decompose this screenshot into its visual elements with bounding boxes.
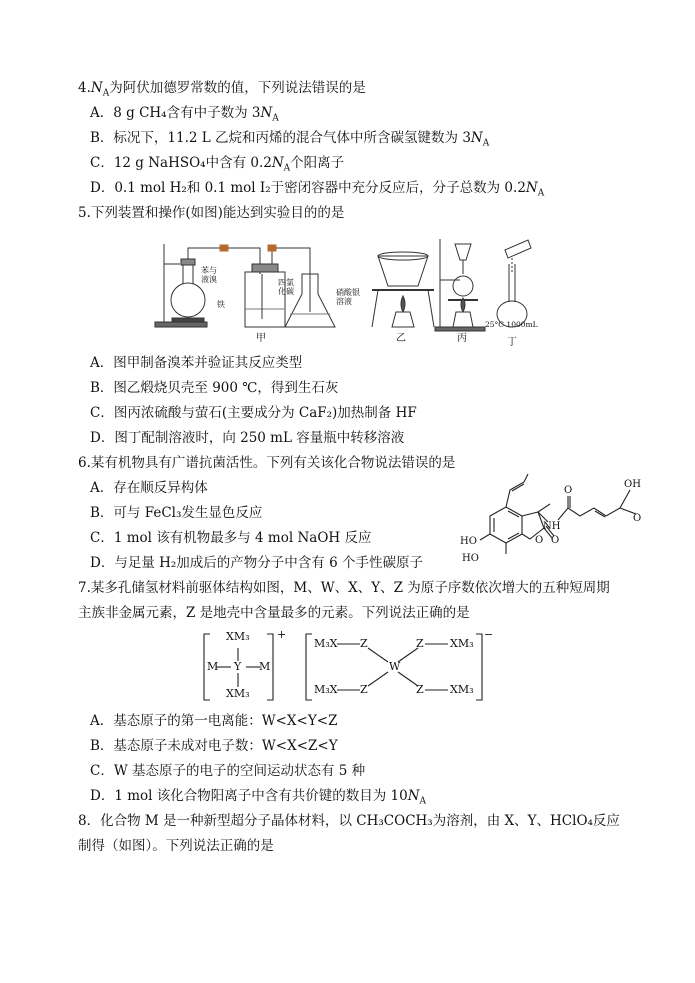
struct-nh: NH — [543, 521, 561, 532]
q7-option-b: B．基态原子未成对电子数：W<X<Z<Y — [90, 738, 338, 754]
q7-option-d: D．1 mol 该化合物阳离子中含有共价键的数目为 $10N_A$ — [90, 788, 427, 807]
q6-option-d: D．与足量 H₂加成后的产物分子中含有 6 个手性碳原子 — [90, 555, 423, 571]
q4-option-d: D．0.1 mol H₂和 0.1 mol I₂于密闭容器中充分反应后，分子总数为 $0.2N_A$ — [90, 180, 545, 199]
q5-option-c: C．图丙浓硫酸与萤石(主要成分为 CaF₂)加热制备 HF — [90, 405, 417, 421]
struct-ho-1: HO — [460, 536, 477, 547]
struct-o-acid: O — [633, 513, 642, 524]
q4-option-a: A．8 g CH₄含有中子数为 $3N_A$ — [90, 105, 279, 124]
struct-o-ring: O — [535, 535, 544, 546]
anion-bottom-left: M₃X — [314, 683, 338, 696]
anion-z-br: Z — [416, 683, 424, 696]
struct-ho-2: HO — [462, 553, 479, 564]
cation-right: M — [259, 660, 271, 673]
q8-stem-line1: 8．化合物 M 是一种新型超分子晶体材料，以 CH₃COCH₃为溶剂，由 X、Y、HClO₄反应 — [78, 813, 620, 829]
anion-z-tr: Z — [416, 637, 424, 650]
q8-stem-line2: 制得（如图）。下列说法正确的是 — [78, 838, 274, 854]
benzene-ring — [490, 507, 522, 543]
q5-option-a: A．图甲制备溴苯并验证其反应类型 — [90, 355, 303, 371]
label-yi: 乙 — [396, 333, 406, 344]
q5-option-d: D．图丁配制溶液时，向 250 mL 容量瓶中转移溶液 — [90, 430, 405, 446]
q6-stem: 6.某有机物具有广谱抗菌活性。下列有关该化合物说法错误的是 — [78, 455, 456, 471]
label-flask-spec: 25°C 1000mL — [485, 320, 538, 329]
label-xsy: 硝酸银溶液 — [336, 288, 360, 306]
cation-charge: + — [277, 628, 287, 641]
cation-top: XM₃ — [226, 630, 250, 643]
alcohol-lamp-bing — [453, 312, 473, 327]
anion-top-left: M₃X — [314, 637, 338, 650]
alcohol-lamp-yi — [392, 312, 414, 327]
q7-stem-line2: 主族非金属元素，Z 是地壳中含量最多的元素。下列说法正确的是 — [78, 605, 470, 621]
label-benliu: 苯与液溴 — [201, 266, 217, 284]
label-jia: 甲 — [256, 333, 266, 344]
q6-option-b: B．可与 FeCl₃发生显色反应 — [90, 505, 263, 521]
q5-stem: 5.下列装置和操作(如图)能达到实验目的的是 — [78, 205, 345, 221]
q7-option-a: A．基态原子的第一电离能：W<X<Y<Z — [90, 713, 338, 729]
tube-joint — [220, 245, 228, 251]
q7-stem-line1: 7.某多孔储氢材料前驱体结构如图，M、W、X、Y、Z 为原子序数依次增大的五种短周期 — [78, 580, 610, 596]
cation-bottom: XM₃ — [226, 687, 250, 700]
anion-w: W — [389, 660, 401, 673]
q6-structure-figure — [448, 472, 648, 564]
struct-o-carbonyl: O — [551, 535, 560, 546]
anion-top-right: XM₃ — [450, 637, 474, 650]
label-bing: 丙 — [457, 333, 467, 344]
q6-option-c: C．1 mol 该有机物最多与 4 mol NaOH 反应 — [90, 530, 372, 546]
q7-option-c: C．W 基态原子的电子的空间运动状态有 5 种 — [90, 763, 366, 779]
q4-option-c: C．12 g NaHSO₄中含有 $0.2N_A$个阳离子 — [90, 155, 345, 174]
struct-o-amide: O — [564, 485, 573, 496]
molecule-drawing — [448, 472, 648, 564]
q6-option-a: A．存在顺反异构体 — [90, 480, 208, 496]
stand-base-jia — [155, 322, 207, 327]
label-tie: 铁 — [217, 300, 225, 309]
anion-charge: − — [484, 628, 494, 641]
anion-z-bl: Z — [360, 683, 368, 696]
q5-option-b: B．图乙煅烧贝壳至 900 ℃，得到生石灰 — [90, 380, 339, 396]
label-sclt: 四氯化碳 — [278, 278, 294, 296]
q7-structure-figure — [200, 628, 494, 705]
q4-option-b: B．标况下，11.2 L 乙烷和丙烯的混合气体中所含碳氢键数为 $3N_A$ — [90, 130, 490, 149]
q4-stem: $4.N_A$为阿伏加德罗常数的值，下列说法错误的是 — [78, 80, 366, 99]
cation-left: M — [207, 660, 219, 673]
struct-oh: OH — [624, 479, 641, 490]
anion-bottom-right: XM₃ — [450, 683, 474, 696]
anion-z-tl: Z — [360, 637, 368, 650]
round-flask — [171, 283, 205, 317]
beaker-pouring — [505, 240, 531, 258]
dropping-funnel — [455, 244, 471, 260]
q5-apparatus-figure — [150, 234, 570, 348]
label-ding: 丁 — [507, 337, 517, 348]
cation-center: Y — [234, 660, 242, 673]
